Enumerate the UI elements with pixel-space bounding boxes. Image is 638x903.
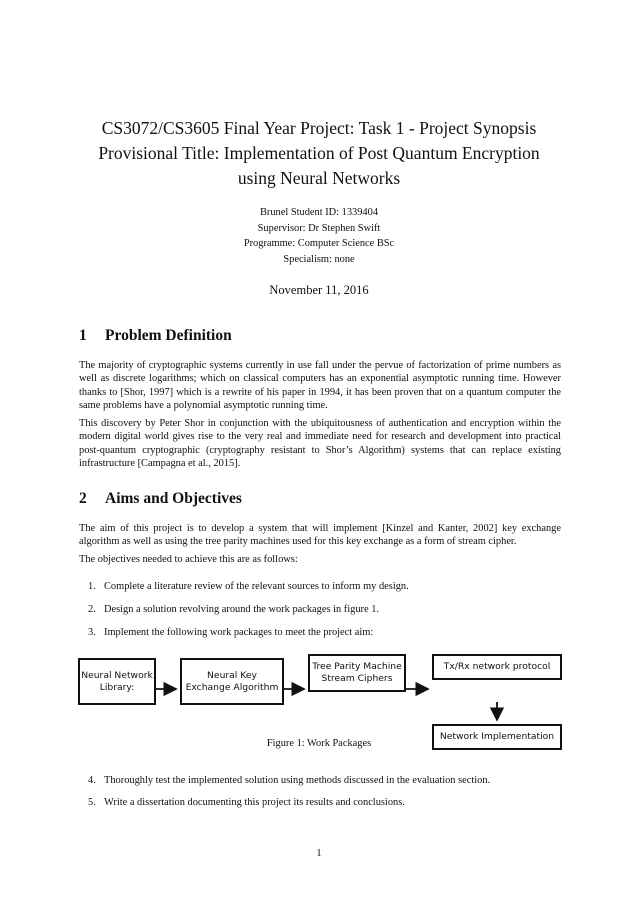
list-item: 3. Implement the following work packages to meet the project aim: xyxy=(88,627,374,638)
paragraph-problem-2: This discovery by Peter Shor in conjunction with the ubiquitousness of authentication and encryption within the modern digital world gives rise to the very real and immediate need for research and development into practical post-quantum cryptographic (cryptography resistant to Shor’s Algorithm) systems that can replace existing infrastructure [Campagna et al., 2015]. xyxy=(79,418,561,470)
section-title: Aims and Objectives xyxy=(105,490,242,507)
box-network-implementation: Network Implementation xyxy=(432,724,562,750)
box-tx-rx-protocol: Tx/Rx network protocol xyxy=(432,654,562,680)
paragraph-aims-2: The objectives needed to achieve this are as follows: xyxy=(79,554,298,565)
figure-caption: Figure 1: Work Packages xyxy=(266,738,372,749)
title-line-2: Provisional Title: Implementation of Post Quantum Encryption xyxy=(98,143,540,163)
student-id: Brunel Student ID: 1339404 xyxy=(259,207,379,218)
section-number: 2 xyxy=(79,490,87,507)
author-info xyxy=(60,205,578,267)
section-heading-aims-objectives xyxy=(79,490,242,508)
box-neural-network-library: Neural Network Library: xyxy=(78,658,156,705)
specialism: Specialism: none xyxy=(283,253,355,265)
title-line-3: using Neural Networks xyxy=(237,168,401,188)
list-item: 1. Complete a literature review of the relevant sources to inform my design. xyxy=(88,581,409,592)
page-number: 1 xyxy=(316,848,322,859)
section-heading-problem-definition xyxy=(79,327,232,345)
programme: Programme: Computer Science BSc xyxy=(243,238,395,249)
section-number: 1 xyxy=(79,327,87,344)
document-date: November 11, 2016 xyxy=(269,283,369,297)
list-item: 2. Design a solution revolving around the work packages in figure 1. xyxy=(88,604,379,615)
paragraph-problem-1: The majority of cryptographic systems currently in use fall under the pervue of factorization of prime numbers as well as discrete logarithms; which on classical computers has an exponential asymptotic running time. However thanks to [Shor, 1997] which is a rewrite of his paper in 1994, it has been proven that on a quantum computer the same problems have a polynomial asymptotic running time. xyxy=(79,360,561,412)
supervisor: Supervisor: Dr Stephen Swift xyxy=(257,222,381,234)
box-neural-key-exchange: Neural Key Exchange Algorithm xyxy=(180,658,284,705)
paragraph-aims-1: The aim of this project is to develop a system that will implement [Kinzel and Kanter, 2002] key exchange algorithm as well as using the tree parity machines used for this key exchange as a form of stream cipher. xyxy=(79,523,561,548)
list-item: 5. Write a dissertation documenting this project its results and conclusions. xyxy=(88,797,405,808)
list-item: 4. Thoroughly test the implemented solution using methods discussed in the evaluation section. xyxy=(88,775,491,786)
title-line-1: CS3072/CS3605 Final Year Project: Task 1 - Project Synopsis xyxy=(101,118,537,138)
box-tree-parity-machine: Tree Parity Machine Stream Ciphers xyxy=(308,654,406,692)
document-title xyxy=(40,116,598,191)
section-title: Problem Definition xyxy=(105,327,232,344)
